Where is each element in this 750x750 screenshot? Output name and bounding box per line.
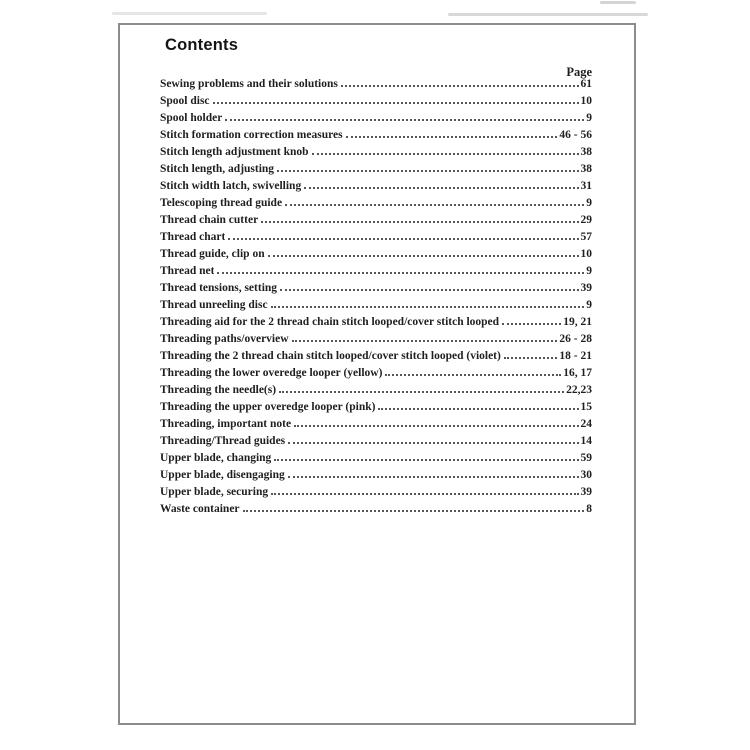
dot-leader xyxy=(243,510,585,512)
toc-entry-label: Threading/Thread guides xyxy=(160,435,286,447)
toc-entry-page-number: 31 xyxy=(580,180,592,192)
toc-entry xyxy=(160,316,592,333)
toc-entry-label: Thread chart xyxy=(160,231,226,243)
toc-entry-page-number: 24 xyxy=(580,418,592,430)
dot-leader xyxy=(312,153,579,155)
toc-entry-page-number: 9 xyxy=(586,197,592,209)
dot-leader xyxy=(304,187,578,189)
toc-entry xyxy=(160,214,592,231)
dot-leader xyxy=(277,170,578,172)
toc-entry xyxy=(160,112,592,129)
toc-entry xyxy=(160,299,592,316)
dot-leader xyxy=(285,204,584,206)
toc-entry-page-number: 59 xyxy=(580,452,592,464)
toc-entry-page-number: 22,23 xyxy=(566,384,592,396)
toc-entry-page-number: 15 xyxy=(580,401,592,413)
toc-entry-label: Threading the needle(s) xyxy=(160,384,277,396)
toc-entry-label: Thread unreeling disc xyxy=(160,299,268,311)
toc-entry-label: Threading paths/overview xyxy=(160,333,289,345)
scan-artifact xyxy=(448,13,648,16)
document-page xyxy=(118,23,636,725)
dot-leader xyxy=(225,119,584,121)
toc-entry-page-number: 46 - 56 xyxy=(559,129,592,141)
dot-leader xyxy=(228,238,578,240)
toc-entry-label: Sewing problems and their solutions xyxy=(160,78,338,90)
toc-entry-page-number: 19, 21 xyxy=(563,316,592,328)
dot-leader xyxy=(288,476,579,478)
toc-entry-page-number: 10 xyxy=(580,95,592,107)
toc-entry-page-number: 8 xyxy=(586,503,592,515)
toc-entry-page-number: 39 xyxy=(580,282,592,294)
toc-entry-page-number: 39 xyxy=(580,486,592,498)
toc-entry-label: Telescoping thread guide xyxy=(160,197,283,209)
dot-leader xyxy=(213,102,579,104)
dot-leader xyxy=(271,306,585,308)
toc-entry-page-number: 26 - 28 xyxy=(559,333,592,345)
toc-entry-label: Spool holder xyxy=(160,112,223,124)
toc-entry-page-number: 38 xyxy=(580,163,592,175)
toc-entry xyxy=(160,401,592,418)
toc-list xyxy=(160,78,592,520)
toc-entry-label: Thread tensions, setting xyxy=(160,282,278,294)
toc-entry xyxy=(160,163,592,180)
toc-entry-page-number: 9 xyxy=(586,112,592,124)
toc-entry xyxy=(160,452,592,469)
dot-leader xyxy=(288,442,578,444)
toc-entry xyxy=(160,146,592,163)
dot-leader xyxy=(378,408,578,410)
toc-entry-label: Threading the upper overedge looper (pink) xyxy=(160,401,376,413)
toc-entry xyxy=(160,350,592,367)
toc-entry-page-number: 29 xyxy=(580,214,592,226)
toc-entry-label: Threading the lower overedge looper (yellow) xyxy=(160,367,383,379)
toc-entry-label: Stitch length, adjusting xyxy=(160,163,275,175)
dot-leader xyxy=(294,425,578,427)
dot-leader xyxy=(385,374,561,376)
dot-leader xyxy=(279,391,564,393)
toc-entry-label: Threading the 2 thread chain stitch looped/cover stitch looped (violet) xyxy=(160,350,501,362)
scan-artifact xyxy=(600,1,636,4)
toc-entry xyxy=(160,248,592,265)
toc-entry-label: Waste container xyxy=(160,503,240,515)
toc-entry-label: Thread net xyxy=(160,265,215,277)
toc-entry xyxy=(160,78,592,95)
toc-entry-label: Upper blade, changing xyxy=(160,452,272,464)
toc-entry-page-number: 61 xyxy=(580,78,592,90)
dot-leader xyxy=(280,289,578,291)
toc-entry-label: Thread chain cutter xyxy=(160,214,259,226)
toc-entry-page-number: 14 xyxy=(580,435,592,447)
dot-leader xyxy=(504,357,558,359)
toc-entry-label: Threading aid for the 2 thread chain stitch looped/cover stitch looped xyxy=(160,316,500,328)
toc-entry xyxy=(160,486,592,503)
toc-entry-label: Stitch width latch, swivelling xyxy=(160,180,302,192)
toc-entry xyxy=(160,197,592,214)
toc-entry-page-number: 30 xyxy=(580,469,592,481)
toc-entry xyxy=(160,367,592,384)
toc-entry xyxy=(160,435,592,452)
scan-artifact xyxy=(112,12,267,15)
dot-leader xyxy=(271,493,578,495)
toc-entry-page-number: 38 xyxy=(580,146,592,158)
toc-entry-label: Threading, important note xyxy=(160,418,292,430)
toc-entry xyxy=(160,333,592,350)
toc-entry xyxy=(160,282,592,299)
toc-entry xyxy=(160,265,592,282)
toc-entry-label: Upper blade, securing xyxy=(160,486,269,498)
toc-entry-label: Thread guide, clip on xyxy=(160,248,265,260)
toc-entry-page-number: 10 xyxy=(580,248,592,260)
toc-entry xyxy=(160,180,592,197)
toc-entry xyxy=(160,469,592,486)
page-column-header: Page xyxy=(566,65,592,79)
dot-leader xyxy=(274,459,578,461)
toc-entry-page-number: 16, 17 xyxy=(563,367,592,379)
dot-leader xyxy=(268,255,579,257)
toc-entry-label: Upper blade, disengaging xyxy=(160,469,285,481)
toc-entry xyxy=(160,231,592,248)
toc-entry xyxy=(160,503,592,520)
dot-leader xyxy=(261,221,578,223)
toc-entry-page-number: 9 xyxy=(586,299,592,311)
toc-entry-label: Spool disc xyxy=(160,95,210,107)
dot-leader xyxy=(341,85,579,87)
toc-entry xyxy=(160,418,592,435)
toc-entry-label: Stitch length adjustment knob xyxy=(160,146,309,158)
toc-entry xyxy=(160,129,592,146)
toc-entry xyxy=(160,95,592,112)
toc-entry-page-number: 18 - 21 xyxy=(559,350,592,362)
toc-entry-page-number: 9 xyxy=(586,265,592,277)
toc-entry-label: Stitch formation correction measures xyxy=(160,129,343,141)
dot-leader xyxy=(217,272,584,274)
dot-leader xyxy=(292,340,558,342)
dot-leader xyxy=(346,136,558,138)
toc-entry xyxy=(160,384,592,401)
page-title: Contents xyxy=(165,36,239,54)
dot-leader xyxy=(502,323,561,325)
toc-entry-page-number: 57 xyxy=(580,231,592,243)
